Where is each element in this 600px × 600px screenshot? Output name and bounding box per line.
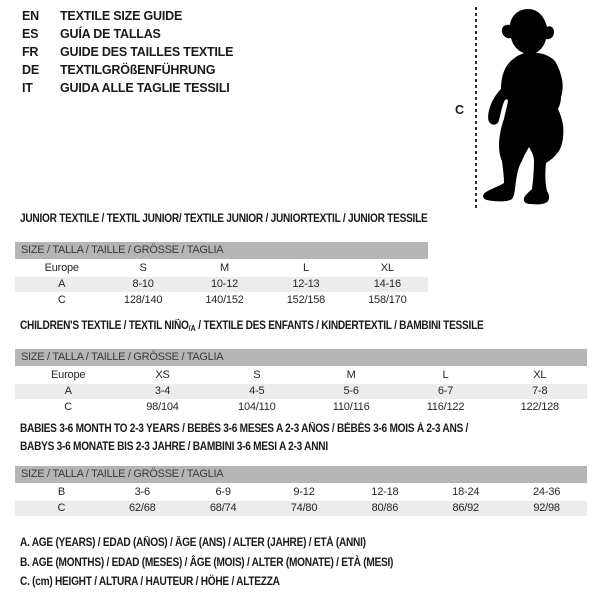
size-cell: 110/116 — [332, 401, 370, 413]
size-cell: 3-6 — [134, 486, 150, 498]
language-row-de — [22, 61, 233, 79]
size-cell: S — [139, 262, 147, 274]
size-cell: 7-8 — [532, 385, 548, 397]
table-row — [15, 368, 587, 383]
size-header-bar: SIZE / TALLA / TAILLE / GRÖSSE / TAGLIA — [15, 349, 587, 366]
height-measure-line-icon — [475, 7, 477, 210]
row-label: Europe — [51, 369, 86, 381]
size-cell: 12-13 — [292, 278, 320, 290]
babies-title-line1: BABIES 3-6 MONTH TO 2-3 YEARS / BEBÉS 3-6 MESES A 2-3 AÑOS / BÉBÉS 3-6 MOIS À 2-3 ANS / — [20, 423, 469, 435]
language-row-es — [22, 25, 233, 43]
size-cell: 3-4 — [154, 385, 171, 397]
size-cell: M — [346, 369, 356, 381]
language-list — [22, 7, 233, 97]
language-row-en — [22, 7, 233, 25]
size-cell: 62/68 — [129, 502, 156, 514]
height-measure-label: C — [455, 103, 465, 117]
row-label: Europe — [44, 262, 79, 274]
table-row — [15, 277, 428, 292]
babies-title-line2: BABYS 3-6 MONATE BIS 2-3 JAHRE / BAMBINI 3-6 MESI A 2-3 ANNI — [20, 441, 328, 453]
language-label: TEXTILE SIZE GUIDE — [60, 9, 183, 23]
table-row — [15, 400, 587, 415]
language-label: GUIDE DES TAILLES TEXTILE — [60, 45, 234, 59]
language-code: DE — [22, 63, 39, 77]
size-cell: 104/110 — [238, 401, 276, 413]
footnote-c: C. (cm) HEIGHT / ALTURA / HAUTEUR / HÖHE / ALTEZZA — [20, 576, 280, 588]
table-row — [15, 501, 587, 516]
size-cell: 158/170 — [368, 294, 407, 306]
size-cell: 122/128 — [520, 401, 559, 413]
size-cell: 92/98 — [533, 502, 560, 514]
table-row — [15, 261, 428, 276]
size-cell: M — [220, 262, 229, 274]
language-label: GUIDA ALLE TAGLIE TESSILI — [60, 81, 230, 95]
children-size-table — [15, 349, 587, 416]
size-cell: 4-5 — [249, 385, 265, 397]
row-label: A — [58, 278, 66, 290]
language-code: ES — [22, 27, 39, 41]
size-cell: 6-9 — [215, 486, 231, 498]
size-cell: XL — [533, 369, 547, 381]
baby-toddler-silhouette-icon — [481, 5, 587, 209]
children-title-pre: CHILDREN'S TEXTILE / TEXTIL NIÑO — [20, 320, 189, 332]
row-label: A — [64, 385, 72, 397]
size-cell: 12-18 — [371, 486, 399, 498]
table-row — [15, 384, 587, 399]
table-row — [15, 485, 587, 500]
language-code: IT — [22, 81, 33, 95]
size-cell: XS — [155, 369, 170, 381]
language-label: TEXTILGRÖßENFÜHRUNG — [60, 63, 216, 77]
junior-section-title: JUNIOR TEXTILE / TEXTIL JUNIOR/ TEXTILE JUNIOR / JUNIORTEXTIL / JUNIOR TESSILE — [20, 213, 428, 225]
size-cell: 68/74 — [209, 502, 237, 514]
size-cell: 86/92 — [452, 502, 479, 514]
size-cell: 5-6 — [343, 385, 359, 397]
footnote-a: A. AGE (YEARS) / EDAD (AÑOS) / ÂGE (ANS) / ALTER (JAHRE) / ETÀ (ANNI) — [20, 537, 366, 549]
language-row-it — [22, 79, 233, 97]
size-cell: 10-12 — [210, 278, 239, 290]
babies-size-table — [15, 466, 587, 517]
junior-size-table — [15, 242, 428, 309]
size-cell: 14-16 — [373, 278, 401, 290]
footnote-b: B. AGE (MONTHS) / EDAD (MESES) / ÂGE (MOIS) / ALTER (MONATE) / ETÀ (MESI) — [20, 556, 394, 569]
size-cell: 116/122 — [426, 401, 465, 413]
size-cell: 140/152 — [205, 294, 244, 306]
size-cell: L — [302, 262, 309, 274]
size-header-bar: SIZE / TALLA / TAILLE / GRÖSSE / TAGLIA — [15, 466, 587, 483]
row-label: B — [57, 486, 65, 498]
size-cell: 152/158 — [286, 294, 326, 306]
row-label: C — [64, 401, 73, 413]
children-title-subscript: /A — [188, 324, 196, 333]
size-cell: 8-10 — [132, 278, 154, 290]
children-title-post: / TEXTILE DES ENFANTS / KINDERTEXTIL / BAMBINI TESSILE — [195, 320, 484, 332]
size-cell: 80/86 — [371, 502, 399, 514]
size-cell: 9-12 — [293, 486, 315, 498]
size-cell: 6-7 — [437, 385, 454, 397]
language-label: GUÍA DE TALLAS — [60, 27, 161, 41]
footnotes — [20, 534, 393, 593]
table-row — [15, 293, 428, 308]
row-label: C — [57, 502, 66, 514]
size-cell: S — [253, 369, 261, 381]
size-cell: 128/140 — [123, 294, 163, 306]
language-row-fr — [22, 43, 233, 61]
size-cell: 74/80 — [290, 502, 318, 514]
size-cell: 98/104 — [146, 401, 179, 413]
size-cell: 18-24 — [452, 486, 480, 498]
size-cell: 24-36 — [533, 486, 561, 498]
size-cell: L — [442, 369, 449, 381]
size-cell: XL — [380, 262, 394, 274]
language-code: FR — [22, 45, 39, 59]
row-label: C — [57, 294, 66, 306]
children-section-title — [20, 320, 483, 333]
size-header-bar: SIZE / TALLA / TAILLE / GRÖSSE / TAGLIA — [15, 242, 428, 259]
babies-section-title — [20, 420, 468, 456]
language-code: EN — [22, 9, 39, 23]
